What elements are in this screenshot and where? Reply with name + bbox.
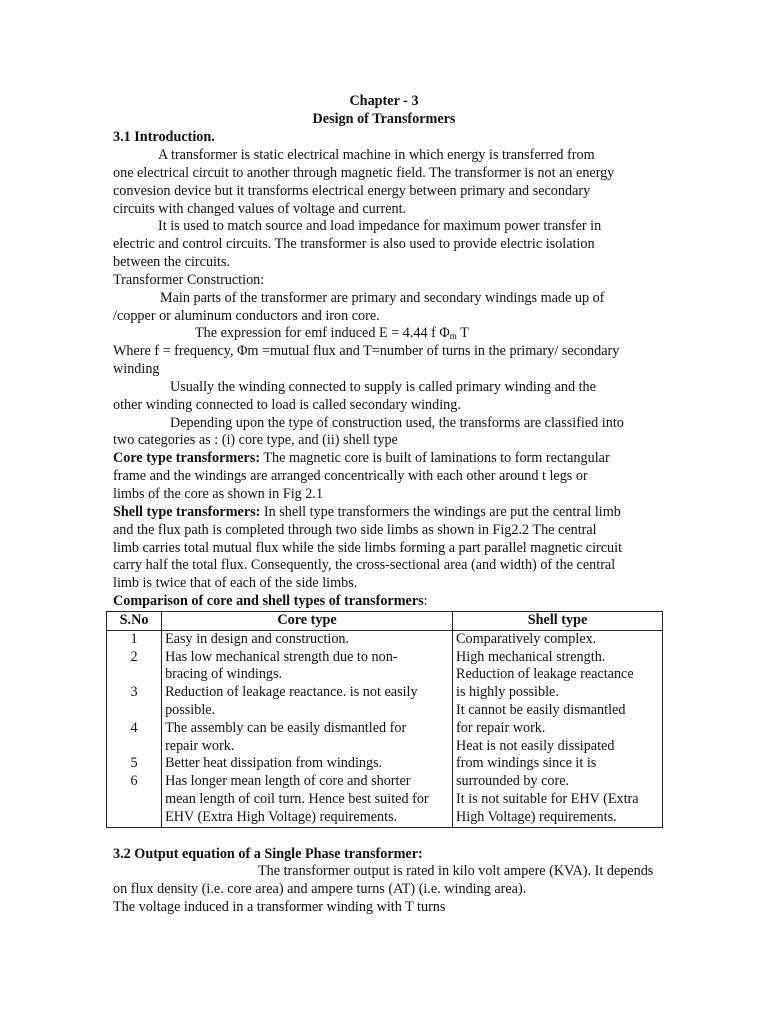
shell-type-cell: Comparatively complex. [456,630,597,647]
shell-type-paragraph [113,504,621,522]
paragraph-line: In shell type transformers the windings are put the central limb [260,504,621,520]
shell-type-cell: High mechanical strength. [456,648,606,665]
paragraph-line: carry half the total flux. Consequently, the cross-sectional area (and width) of the central [113,557,616,573]
core-type-cell: Better heat dissipation from windings. [165,755,383,772]
chapter-title: Design of Transformers [312,111,456,127]
core-type-column [162,630,453,827]
header-shell-type: Shell type [453,612,663,631]
core-type-cell: Has longer mean length of core and shorter [165,773,411,790]
core-type-cell: Easy in design and construction. [165,630,350,647]
sno-cell: 2 [130,648,138,665]
construction-label: Transformer Construction: [113,272,265,288]
paragraph-line: Usually the winding connected to supply is called primary winding and the [170,379,596,395]
sno-cell [110,666,158,684]
shell-type-cell: It is not suitable for EHV (Extra [456,790,639,807]
emf-equation-tail: T [456,325,469,341]
paragraph-line: /copper or aluminum conductors and iron core. [113,308,380,324]
section-heading-introduction: 3.1 Introduction. [113,129,215,145]
paragraph-line: frame and the windings are arranged concentrically with each other around t legs or [113,468,588,484]
paragraph-line: Where f = frequency, Φm =mutual flux and T=number of turns in the primary/ secondary [113,343,620,359]
core-type-label: Core type transformers: [113,450,261,466]
paragraph-line: and the flux path is completed through two side limbs as shown in Fig2.2 The central [113,522,597,538]
shell-type-cell: from windings since it is [456,755,597,772]
shell-type-label: Shell type transformers: [113,504,261,520]
sno-cell [110,702,158,720]
paragraph-line: Depending upon the type of construction used, the transforms are classified into [170,415,624,431]
paragraph-line: electric and control circuits. The transformer is also used to provide electric isolation [113,236,595,252]
sno-cell [110,809,158,827]
paragraph-line: on flux density (i.e. core area) and ampere turns (AT) (i.e. winding area). [113,881,527,897]
header-core-type: Core type [162,612,453,631]
paragraph-line: The magnetic core is built of laminations to form rectangular [260,450,610,466]
sno-column [107,630,162,827]
sno-cell [110,738,158,756]
section-heading-output-equation: 3.2 Output equation of a Single Phase transformer: [113,846,423,862]
core-type-cell: EHV (Extra High Voltage) requirements. [165,808,398,825]
paragraph-line: circuits with changed values of voltage and current. [113,201,407,217]
emf-equation-text: The expression for emf induced E = 4.44 f Φ [195,325,450,341]
sno-cell: 1 [130,630,138,647]
core-type-cell: Reduction of leakage reactance. is not easily [165,684,418,701]
paragraph-line: limb carries total mutual flux while the side limbs forming a part parallel magnetic circuit [113,540,623,556]
paragraph-line: one electrical circuit to another through magnetic field. The transformer is not an energy [113,165,615,181]
paragraph-line: The transformer output is rated in kilo volt ampere (KVA). It depends [258,863,654,879]
paragraph-line: It is used to match source and load impedance for maximum power transfer in [158,218,602,234]
table-header-row [107,612,663,631]
paragraph-line: The voltage induced in a transformer winding with T turns [113,899,446,915]
paragraph-line: limbs of the core as shown in Fig 2.1 [113,486,324,502]
header-sno: S.No [107,612,162,631]
paragraph-line: winding [113,361,160,377]
paragraph-line: between the circuits. [113,254,230,270]
comparison-table [106,611,663,828]
core-type-cell: repair work. [165,737,235,754]
sno-cell: 6 [130,773,138,790]
emf-equation [195,325,469,343]
paragraph-line: limb is twice that of each of the side limbs. [113,575,358,591]
shell-type-cell: Heat is not easily dissipated [456,737,615,754]
sno-cell: 4 [130,719,138,736]
shell-type-cell: Reduction of leakage reactance [456,666,634,683]
comparison-heading [113,593,428,611]
comparison-heading-text: Comparison of core and shell types of transformers [113,593,424,609]
sno-cell: 5 [130,755,138,772]
core-type-cell: mean length of coil turn. Hence best suited for [165,790,429,807]
shell-type-cell: It cannot be easily dismantled [456,701,626,718]
shell-type-cell: is highly possible. [456,684,559,701]
paragraph-line: A transformer is static electrical machine in which energy is transferred from [158,147,595,163]
paragraph-line: Main parts of the transformer are primary and secondary windings made up of [160,290,605,306]
core-type-paragraph [113,450,610,468]
chapter-number: Chapter - 3 [349,93,419,109]
shell-type-column [453,630,663,827]
sno-cell: 3 [130,684,138,701]
core-type-cell: possible. [165,701,216,718]
table-row [107,630,663,827]
emf-equation-subscript: m [449,331,457,341]
shell-type-cell: for repair work. [456,719,546,736]
paragraph-line: other winding connected to load is called secondary winding. [113,397,461,413]
paragraph-line: two categories as : (i) core type, and (ii) shell type [113,432,398,448]
shell-type-cell: surrounded by core. [456,773,570,790]
core-type-cell: Has low mechanical strength due to non- [165,648,398,665]
core-type-cell: The assembly can be easily dismantled for [165,719,407,736]
comparison-heading-colon: : [423,593,428,609]
shell-type-cell: High Voltage) requirements. [456,808,617,825]
paragraph-line: convesion device but it transforms electrical energy between primary and secondary [113,183,591,199]
core-type-cell: bracing of windings. [165,666,283,683]
sno-cell [110,791,158,809]
